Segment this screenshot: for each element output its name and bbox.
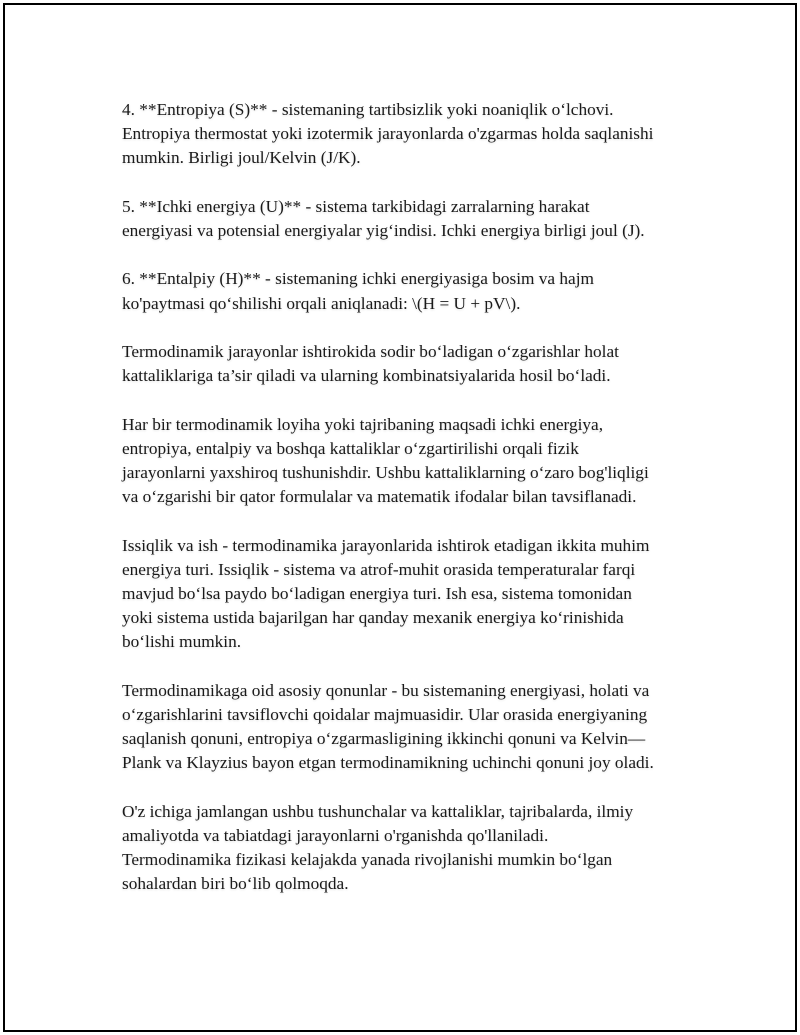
paragraph-heat-and-work: Issiqlik va ish - termodinamika jarayonlarida ishtirok etadigan ikkita muhim energiya turi. Issiqlik - sistema va atrof-muhit orasida temperaturalar farqi mavjud bo‘lsa paydo bo‘ladigan energiya turi. Ish esa, sistema tomonidan yoki sistema ustida bajarilgan har qanday mexanik energiya ko‘rinishida bo‘lishi mumkin.: [122, 535, 650, 652]
paragraph-conclusion: O'z ichiga jamlangan ushbu tushunchalar va kattaliklar, tajribalarda, ilmiy amaliyotda va tabiatdagi jarayonlarni o'rganishda qo'llaniladi. Termodinamika fizikasi kelajakda yanada rivojlanishi mumkin bo‘lgan sohalardan biri bo‘lib qolmoqda.: [122, 801, 634, 894]
document-body: [122, 98, 702, 921]
paragraph-basic-laws: Termodinamikaga oid asosiy qonunlar - bu sistemaning energiyasi, holati va o‘zgarishlarini tavsiflovchi qoidalar majmuasidir. Ular orasida energiyaning saqlanish qonuni, entropiya o‘zgarmasligining ikkinchi qonuni va Kelvin— Plank va Klayzius bayon etgan termodinamikning uchinchi qonuni joy oladi.: [122, 680, 654, 773]
paragraph-enthalpy: 6. **Entalpiy (H)** - sistemaning ichki energiyasiga bosim va hajm ko'paytmasi qo‘shilishi orqali aniqlanadi: \(H = U + pV\).: [122, 269, 594, 313]
paragraph-entropy: 4. **Entropiya (S)** - sistemaning tartibsizlik yoki noaniqlik o‘lchovi. Entropiya thermostat yoki izotermik jarayonlarda o'zgarmas holda saqlanishi mumkin. Birligi joul/Kelvin (J/K).: [122, 100, 654, 168]
paragraph-internal-energy: 5. **Ichki energiya (U)** - sistema tarkibidagi zarralarning harakat energiyasi va potensial energiyalar yig‘indisi. Ichki energiya birligi joul (J).: [122, 196, 645, 240]
paragraph-thermodynamic-processes: Termodinamik jarayonlar ishtirokida sodir bo‘ladigan o‘zgarishlar holat kattaliklariga ta’sir qiladi va ularning kombinatsiyalarida hosil bo‘ladi.: [122, 341, 619, 386]
page-frame: [3, 3, 797, 1032]
paragraph-project-goal: Har bir termodinamik loyiha yoki tajribaning maqsadi ichki energiya, entropiya, entalpiy va boshqa kattaliklar o‘zgartirilishi orqali fizik jarayonlarni yaxshiroq tushunishdir. Ushbu kattaliklarning o‘zaro bog'liqligi va o‘zgarishi bir qator formulalar va matematik ifodalar bilan tavsiflanadi.: [122, 414, 649, 507]
